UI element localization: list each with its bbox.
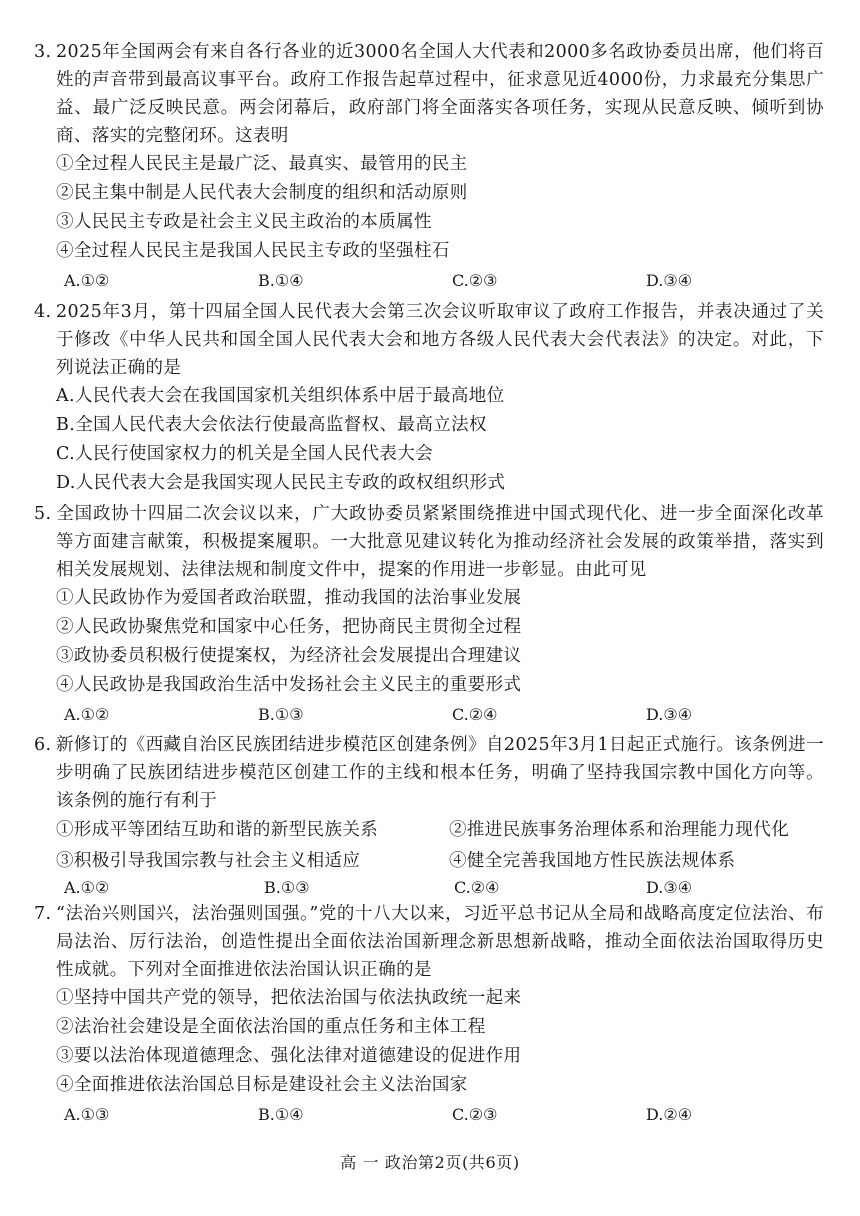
question-4-choice-b: B.全国人民代表大会依法行使最高监督权、最高立法权 bbox=[56, 415, 487, 435]
question-7-item-4: ④全面推进依法治国总目标是建设社会主义法治国家 bbox=[56, 1075, 468, 1095]
question-7-option-d: D.②④ bbox=[646, 1105, 693, 1124]
question-7-option-c: C.②③ bbox=[452, 1105, 498, 1124]
question-6-stem bbox=[34, 731, 824, 815]
question-3-item-3: ③人民民主专政是社会主义民主政治的本质属性 bbox=[56, 212, 432, 232]
question-5-option-a: A.①② bbox=[64, 705, 110, 724]
question-4-choice-d: D.人民代表大会是我国实现人民民主专政的政权组织形式 bbox=[56, 473, 506, 493]
question-7-item-3: ③要以法治体现道德理念、强化法律对道德建设的促进作用 bbox=[56, 1046, 522, 1066]
question-4-choice-c: C.人民行使国家权力的机关是全国人民代表大会 bbox=[56, 444, 434, 464]
question-3-option-c: C.②③ bbox=[452, 271, 498, 290]
question-3-item-1: ①全过程人民民主是最广泛、最真实、最管用的民主 bbox=[56, 154, 468, 174]
question-7-option-b: B.①④ bbox=[258, 1105, 304, 1124]
question-6 bbox=[34, 731, 824, 901]
question-4 bbox=[34, 298, 824, 498]
question-6-option-d: D.③④ bbox=[646, 878, 693, 897]
question-5-number: 5. bbox=[34, 504, 52, 524]
question-6-option-c: C.②④ bbox=[454, 878, 500, 897]
question-3-number: 3. bbox=[34, 42, 52, 62]
question-6-item-3: ③积极引导我国宗教与社会主义相适应 bbox=[56, 851, 361, 871]
question-4-number: 4. bbox=[34, 302, 52, 322]
question-3 bbox=[34, 38, 824, 295]
question-7-item-2: ②法治社会建设是全面依法治国的重点任务和主体工程 bbox=[56, 1017, 486, 1037]
question-7-stem bbox=[34, 900, 824, 984]
question-6-item-2: ②推进民族事务治理体系和治理能力现代化 bbox=[449, 820, 790, 840]
question-6-items-row-2 bbox=[34, 846, 824, 877]
question-4-stem bbox=[34, 298, 824, 382]
question-6-items-row-1 bbox=[34, 815, 824, 846]
question-5 bbox=[34, 500, 824, 729]
question-3-option-d: D.③④ bbox=[646, 271, 693, 290]
question-5-item-2: ②人民政协聚焦党和国家中心任务，把协商民主贯彻全过程 bbox=[56, 617, 522, 637]
question-3-option-b: B.①④ bbox=[258, 271, 304, 290]
question-5-option-d: D.③④ bbox=[646, 705, 693, 724]
question-3-item-4: ④全过程人民民主是我国人民民主专政的坚强柱石 bbox=[56, 241, 450, 261]
question-3-stem bbox=[34, 38, 824, 150]
question-6-text: 新修订的《西藏自治区民族团结进步模范区创建条例》自2025年3月1日起正式施行。该条例进一步明确了民族团结进步模范区创建工作的主线和根本任务，明确了坚持我国宗教中国化方向等。该条例的施行有利于 bbox=[56, 735, 824, 811]
question-3-option-a: A.①② bbox=[64, 271, 110, 290]
question-7-options bbox=[34, 1100, 824, 1129]
question-7-text: “法治兴则国兴，法治强则国强。”党的十八大以来，习近平总书记从全局和战略高度定位法治、布局法治、厉行法治，创造性提出全面依法治国新理念新思想新战略，推动全面依法治国取得历史性成就。下列对全面推进依法治国认识正确的是 bbox=[56, 904, 824, 980]
question-5-option-b: B.①③ bbox=[258, 705, 304, 724]
question-5-stem bbox=[34, 500, 824, 584]
question-6-options bbox=[34, 877, 824, 901]
question-7-item-1: ①坚持中国共产党的领导，把依法治国与依法执政统一起来 bbox=[56, 988, 522, 1008]
question-7-number: 7. bbox=[34, 904, 52, 924]
question-7 bbox=[34, 900, 824, 1129]
question-3-item-2: ②民主集中制是人民代表大会制度的组织和活动原则 bbox=[56, 183, 468, 203]
question-6-item-4: ④健全完善我国地方性民族法规体系 bbox=[449, 851, 736, 871]
question-5-text: 全国政协十四届二次会议以来，广大政协委员紧紧围绕推进中国式现代化、进一步全面深化改革等方面建言献策，积极提案履职。一大批意见建议转化为推动经济社会发展的政策举措，落实到相关发展规划、法律法规和制度文件中，提案的作用进一步彰显。由此可见 bbox=[56, 504, 824, 580]
question-5-item-4: ④人民政协是我国政治生活中发扬社会主义民主的重要形式 bbox=[56, 675, 522, 695]
question-5-item-3: ③政协委员积极行使提案权，为经济社会发展提出合理建议 bbox=[56, 646, 522, 666]
question-6-option-b: B.①③ bbox=[264, 878, 310, 897]
question-6-item-1: ①形成平等团结互助和谐的新型民族关系 bbox=[56, 820, 379, 840]
question-6-number: 6. bbox=[34, 735, 52, 755]
page-footer: 高 一 政治第2页(共6页) bbox=[340, 1153, 520, 1172]
question-3-text: 2025年全国两会有来自各行各业的近3000名全国人大代表和2000多名政协委员出席，他们将百姓的声音带到最高议事平台。政府工作报告起草过程中，征求意见近4000份，力求最充分集思广益、最广泛反映民意。两会闭幕后，政府部门将全面落实各项任务，实现从民意反映、倾听到协商、落实的完整闭环。这表明 bbox=[56, 42, 824, 146]
question-5-options bbox=[34, 700, 824, 729]
question-7-option-a: A.①③ bbox=[64, 1105, 110, 1124]
question-5-item-1: ①人民政协作为爱国者政治联盟，推动我国的法治事业发展 bbox=[56, 588, 522, 608]
question-6-option-a: A.①② bbox=[64, 878, 110, 897]
question-4-text: 2025年3月，第十四届全国人民代表大会第三次会议听取审议了政府工作报告，并表决通过了关于修改《中华人民共和国全国人民代表大会和地方各级人民代表大会代表法》的决定。对此，下列说法正确的是 bbox=[56, 302, 824, 378]
question-4-choice-a: A.人民代表大会在我国国家机关组织体系中居于最高地位 bbox=[56, 386, 505, 406]
question-3-options bbox=[34, 266, 824, 295]
question-5-option-c: C.②④ bbox=[452, 705, 498, 724]
